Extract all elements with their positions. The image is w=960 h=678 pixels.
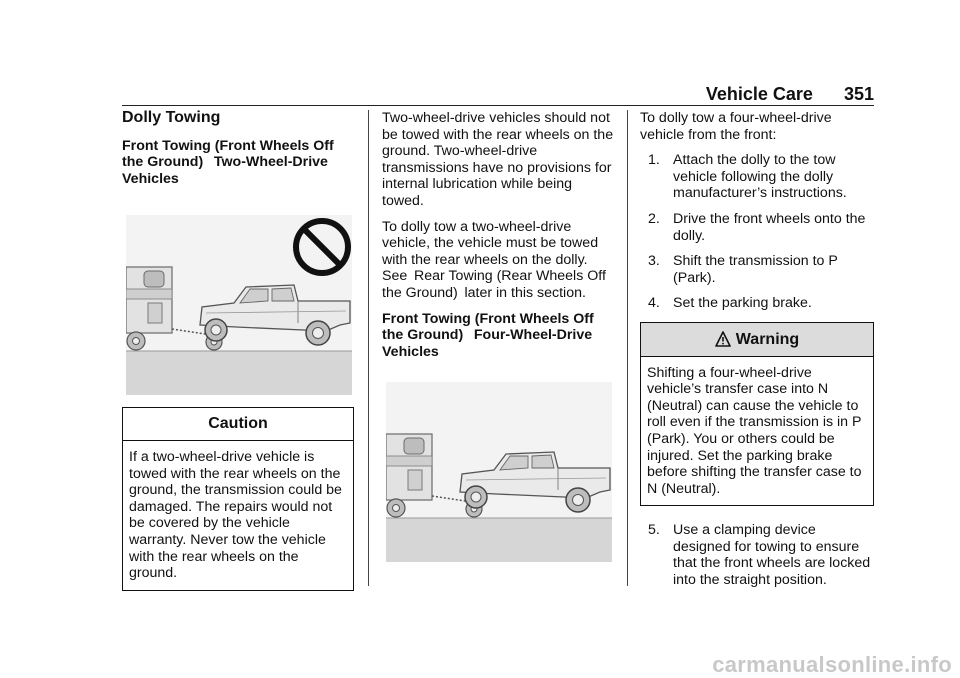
steps-list-continued (640, 522, 874, 588)
paragraph: Two-wheel-drive vehicles should not be towed with the rear wheels on the ground. Two-wheel-drive transmissions have no provisions for internal lubrication while being towed. (382, 110, 614, 209)
steps-list (640, 152, 874, 312)
column-3 (640, 110, 874, 598)
warning-title: Warning (735, 330, 800, 348)
warning-box (640, 322, 874, 506)
page-header (706, 84, 874, 105)
page-number: 351 (843, 84, 874, 104)
list-item: 3. Shift the transmission to P (Park). (648, 253, 838, 286)
paragraph: To dolly tow a two-wheel-drive vehicle, the vehicle must be towed with the rear wheels on the dolly. See Rear Towing (Rear Wheels Off the Ground) later in this section. (382, 218, 606, 301)
header-rule (122, 105, 874, 106)
warning-icon (715, 331, 731, 347)
section-heading: Dolly Towing (122, 109, 221, 126)
column-1 (122, 110, 354, 591)
list-item: 5. Use a clamping device designed for towing to ensure that the front wheels are locked into the straight position. (648, 522, 871, 589)
list-item: 1. Attach the dolly to the tow vehicle following the dolly manufacturer’s instructions. (648, 152, 847, 202)
section-title: Vehicle Care (705, 84, 813, 104)
column-divider (627, 110, 628, 586)
warning-header (641, 323, 873, 357)
caution-box (122, 407, 354, 590)
paragraph: To dolly tow a four-wheel-drive vehicle from the front: (640, 110, 832, 143)
dolly-towing-prohibited-illustration (126, 215, 352, 395)
watermark: carmanualsonline.info (712, 652, 952, 677)
warning-text: Shifting a four-wheel-drive vehicle’s transfer case into N (Neutral) can cause the vehicle to roll even if the transmission is in P (Park). You or others could be injured. Set the parking brake before shifting the transfer case to N (Neutral). (647, 364, 862, 497)
caution-text: If a two-wheel-drive vehicle is towed with the rear wheels on the ground, the transmission could be damaged. The repairs would not be covered by the vehicle warranty. Never tow the vehicle with the rear wheels on the ground. (129, 448, 342, 582)
subheading: Front Towing (Front Wheels Off the Ground) Four-Wheel-Drive Vehicles (382, 310, 594, 360)
dolly-towing-illustration (386, 382, 612, 562)
list-item: 2. Drive the front wheels onto the dolly. (648, 210, 866, 244)
caution-title: Caution (123, 408, 353, 441)
column-2 (382, 110, 614, 562)
column-divider (368, 110, 369, 586)
list-item: 4. Set the parking brake. (648, 295, 812, 312)
subheading: Front Towing (Front Wheels Off the Ground) Two-Wheel-Drive Vehicles (122, 137, 334, 187)
